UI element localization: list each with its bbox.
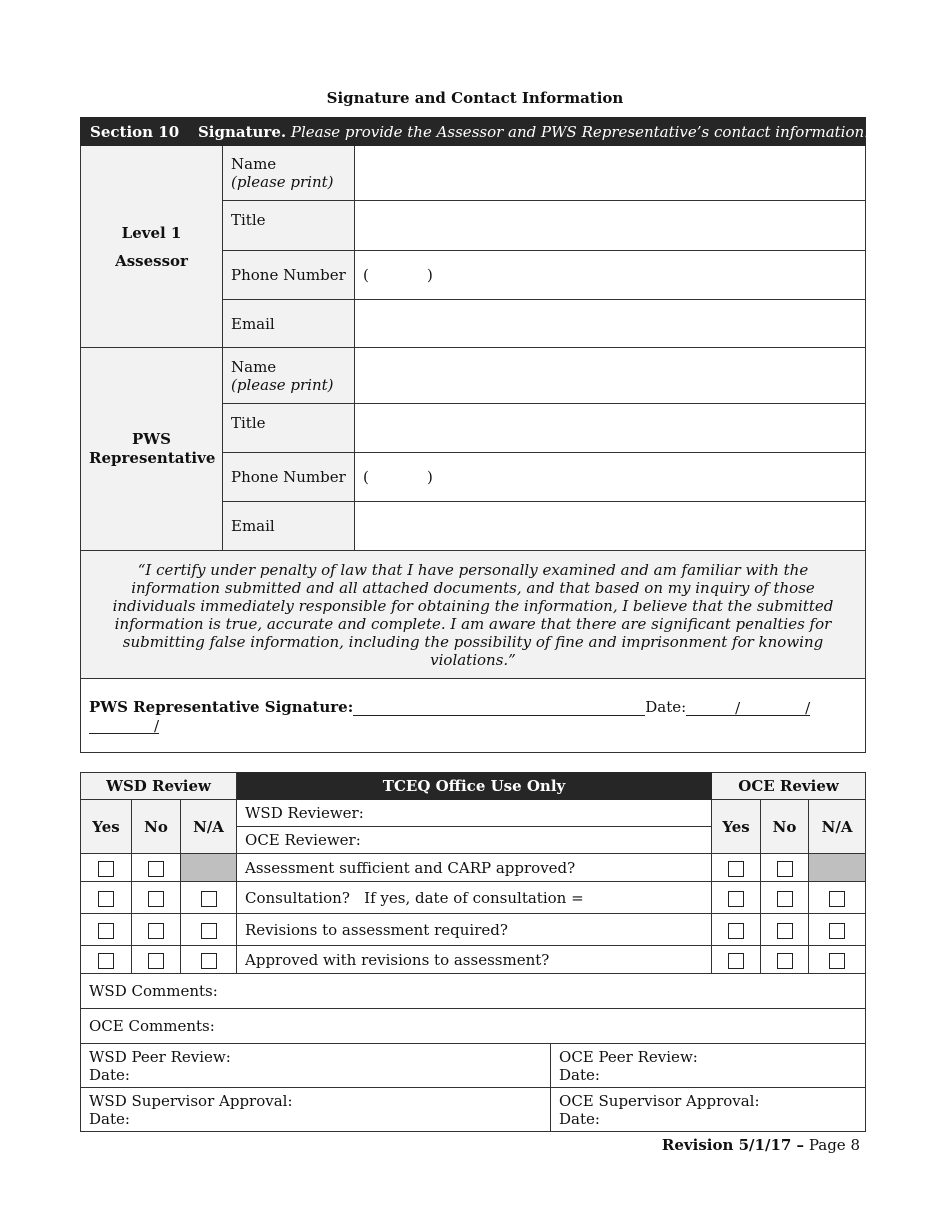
table-row: [81, 946, 866, 974]
oce-yes-checkbox[interactable]: [712, 854, 761, 882]
pws-email-label: Email: [223, 502, 355, 551]
phone-open-paren: (: [363, 468, 369, 486]
oce-yes-checkbox[interactable]: [712, 882, 761, 914]
wsd-reviewer-field[interactable]: WSD Reviewer:: [237, 800, 712, 827]
wsd-na-checkbox[interactable]: [181, 882, 237, 914]
pws-name-label: Name (please print): [223, 348, 355, 404]
wsd-review-header: WSD Review: [81, 773, 237, 800]
pws-title-field[interactable]: [355, 404, 866, 453]
page-title: Signature and Contact Information: [326, 89, 624, 107]
table-row: [81, 854, 866, 882]
phone-close-paren: ): [427, 468, 433, 486]
wsd-supervisor-label: WSD Supervisor Approval:: [89, 1091, 293, 1110]
oce-na-checkbox[interactable]: [809, 946, 866, 974]
page-footer: [662, 1136, 860, 1154]
section-number: Section 10: [90, 122, 180, 141]
table-row: [81, 914, 866, 946]
wsd-yes-header: Yes: [81, 800, 132, 854]
office-review-table: [80, 772, 866, 1132]
signature-row: [81, 679, 866, 753]
assessor-email-label: Email: [223, 300, 355, 348]
date-label: Date:: [645, 697, 687, 716]
office-use-header: TCEQ Office Use Only: [237, 773, 712, 800]
oce-peer-review-label: OCE Peer Review:: [559, 1047, 698, 1066]
section-instruction: Please provide the Assessor and PWS Representative’s contact information.: [290, 122, 869, 141]
assessor-label-line1: Level 1: [121, 223, 182, 242]
assessor-title-label: Title: [223, 201, 355, 251]
oce-no-checkbox[interactable]: [761, 914, 809, 946]
pws-label-line1: PWS: [132, 430, 171, 448]
assessor-email-field[interactable]: [355, 300, 866, 348]
wsd-yes-checkbox[interactable]: [81, 882, 132, 914]
pws-title-label: Title: [223, 404, 355, 453]
pws-phone-label: Phone Number: [223, 453, 355, 502]
wsd-supervisor-approval-field[interactable]: [81, 1088, 551, 1132]
oce-na-header: N/A: [809, 800, 866, 854]
assessor-name-hint: (please print): [231, 173, 334, 191]
section-title: Signature.: [197, 122, 287, 141]
oce-yes-header: Yes: [712, 800, 761, 854]
phone-open-paren: (: [363, 266, 369, 284]
date-day-field[interactable]: /: [740, 699, 810, 716]
wsd-na-checkbox[interactable]: [181, 946, 237, 974]
revision-label: Revision 5/1/17 –: [661, 1136, 805, 1154]
wsd-supervisor-date-label: Date:: [89, 1109, 130, 1128]
oce-na-checkbox[interactable]: [809, 914, 866, 946]
assessor-name-label: Name (please print): [223, 146, 355, 201]
assessor-title-field[interactable]: [355, 201, 866, 251]
pws-email-field[interactable]: [355, 502, 866, 551]
wsd-yes-checkbox[interactable]: [81, 854, 132, 882]
phone-close-paren: ): [427, 266, 433, 284]
oce-na-checkbox[interactable]: [809, 882, 866, 914]
wsd-na-checkbox[interactable]: [181, 914, 237, 946]
wsd-peer-date-label: Date:: [89, 1065, 130, 1084]
table-row: [81, 882, 866, 914]
signature-label: PWS Representative Signature:: [89, 697, 354, 716]
certification-statement: “I certify under penalty of law that I have personally examined and am familiar with the information submitted and all attached documents, and that based on my inquiry of those individuals immediately responsible for obtaining the information, I believe that the submitted information is true, accurate and complete. I am aware that there are significant penalties for submitting false information, including the possibility of fine and imprisonment for knowing violations.”: [81, 551, 866, 679]
oce-no-checkbox[interactable]: [761, 882, 809, 914]
wsd-na-disabled: [181, 854, 237, 882]
oce-supervisor-date-label: Date:: [559, 1109, 600, 1128]
pws-name-field[interactable]: [355, 348, 866, 404]
assessor-phone-field[interactable]: [355, 251, 866, 300]
wsd-no-checkbox[interactable]: [132, 946, 181, 974]
assessor-group-label: [81, 146, 223, 348]
oce-no-checkbox[interactable]: [761, 946, 809, 974]
pws-phone-field[interactable]: [355, 453, 866, 502]
wsd-peer-review-label: WSD Peer Review:: [89, 1047, 231, 1066]
oce-no-checkbox[interactable]: [761, 854, 809, 882]
wsd-yes-checkbox[interactable]: [81, 914, 132, 946]
review-item-label: Revisions to assessment required?: [237, 914, 712, 946]
page-number: Page 8: [808, 1136, 860, 1154]
date-month-field[interactable]: /: [686, 699, 740, 716]
pws-group-label: [81, 348, 223, 551]
wsd-no-header: No: [132, 800, 181, 854]
oce-reviewer-field[interactable]: OCE Reviewer:: [237, 827, 712, 854]
wsd-yes-checkbox[interactable]: [81, 946, 132, 974]
signature-contact-table: [80, 117, 869, 753]
pws-label-line2: Representative: [89, 449, 216, 467]
wsd-no-checkbox[interactable]: [132, 882, 181, 914]
pws-name-hint: (please print): [231, 375, 334, 394]
review-item-label: Approved with revisions to assessment?: [237, 946, 712, 974]
oce-comments-field[interactable]: OCE Comments:: [81, 1009, 866, 1044]
oce-yes-checkbox[interactable]: [712, 946, 761, 974]
oce-review-header: OCE Review: [712, 773, 866, 800]
assessor-phone-label: Phone Number: [223, 251, 355, 300]
wsd-comments-field[interactable]: WSD Comments:: [81, 974, 866, 1009]
assessor-label-line2: Assessor: [115, 251, 188, 270]
wsd-na-header: N/A: [181, 800, 237, 854]
oce-yes-checkbox[interactable]: [712, 914, 761, 946]
signature-line[interactable]: [353, 699, 645, 716]
oce-peer-date-label: Date:: [559, 1065, 600, 1084]
wsd-no-checkbox[interactable]: [132, 914, 181, 946]
review-item-label: Assessment sufficient and CARP approved?: [237, 854, 712, 882]
oce-supervisor-approval-field[interactable]: [551, 1088, 866, 1132]
wsd-peer-review-field[interactable]: [81, 1044, 551, 1088]
assessor-name-field[interactable]: [355, 146, 866, 201]
review-item-label: Consultation? If yes, date of consultation =: [237, 882, 712, 914]
date-year-field[interactable]: /: [89, 717, 159, 734]
oce-supervisor-label: OCE Supervisor Approval:: [559, 1091, 760, 1110]
oce-na-disabled: [809, 854, 866, 882]
section-header: [81, 118, 866, 146]
wsd-no-checkbox[interactable]: [132, 854, 181, 882]
oce-no-header: No: [761, 800, 809, 854]
oce-peer-review-field[interactable]: [551, 1044, 866, 1088]
